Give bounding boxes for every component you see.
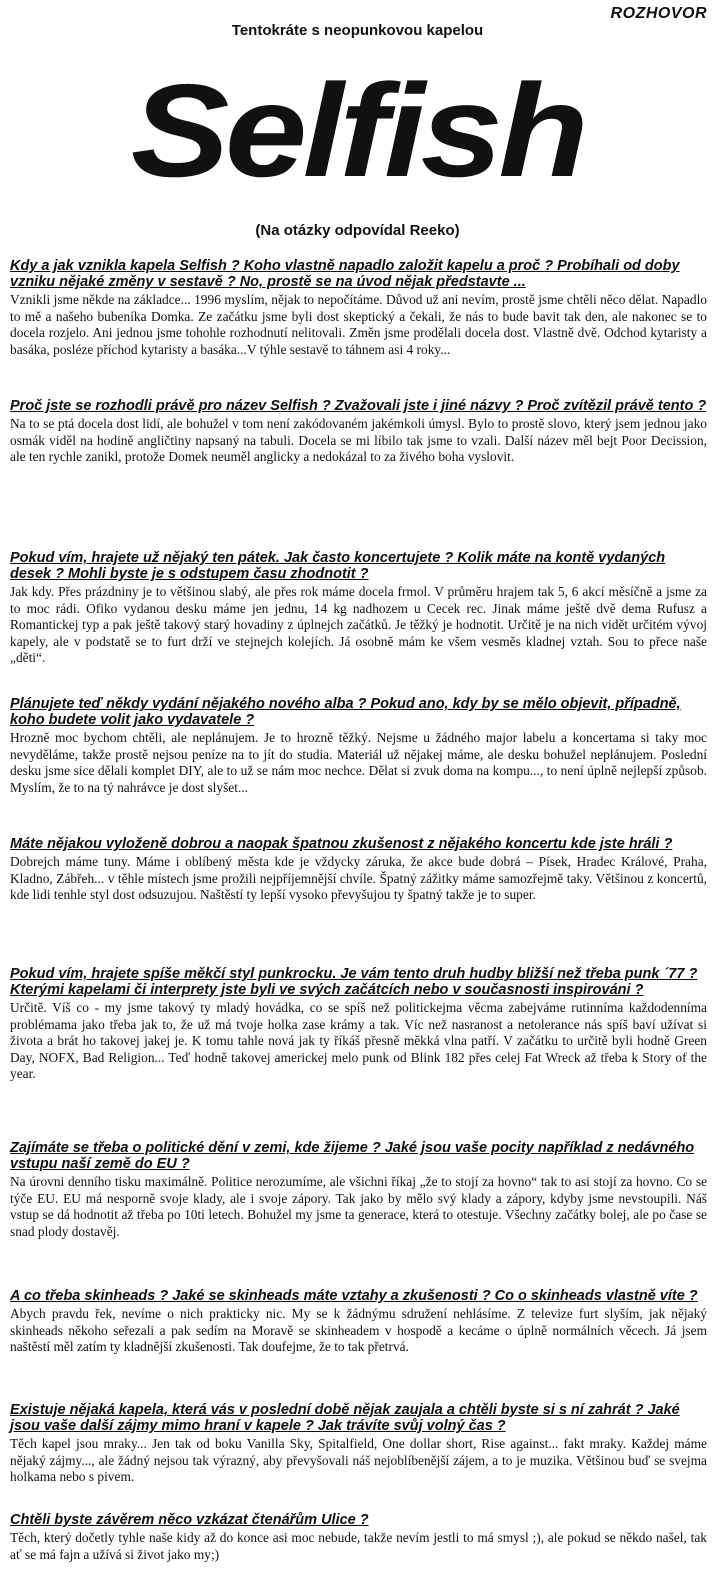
qa-block [10, 1512, 707, 1563]
question: Proč jste se rozhodli právě pro název Selfish ? Zvažovali jste i jiné názvy ? Proč zvítězil právě tento ? [10, 398, 707, 414]
answer: Na to se ptá docela dost lidí, ale bohužel v tom není zakódovaném jakémkoli úmysl. Bylo to prostě slovo, který jsem jednou jako osmák viděl na hodině angličtiny napsaný na tabuli. Docela se mi líbilo tak jsme to vzali. Další název měl bejt Poor Decission, ale ten rychle zanikl, protože Domek neuměl anglicky a nedokázal to za živého boha vyslovit. [10, 416, 707, 465]
qa-block [10, 966, 707, 1083]
answer: Určitě. Víš co - my jsme takový ty mladý hovádka, co se spíš než politickejma věcma zabejváme rutinníma každodenníma problémama jako třeba jak to, že už má tvoje holka zase krámy a tak. Víc než nasranost a netolerance nás spíš baví užívat si života a brát ho takovej jakej je. K tomu tahle nová jak ty říkáš přesně měkká vlna patří. V začátku to určitě byli hodně Green Day, NOFX, Bad Religion... Teď hodně takovej americkej melo punk od Blink 182 přes celej Fat Wreck až třeba k Story of the year. [10, 1000, 707, 1082]
qa-block [10, 398, 707, 466]
answer: Na úrovni denního tisku maximálně. Politice nerozumíme, ale všichni říkaj „že to stojí za hovno“ tak to asi stojí za hovno. Co se týče EU. EU má nesporně svoje klady, ale i svoje zápory. Tak jako by mělo svý klady a zápory, kdyby jsme nevstoupili. Náš vstup se dá hodnotit až třeba po 10ti letech. Bohužel my jsme ta generace, která to otestuje. Všechny začátky bolej, ale po čase se snad plody dostavěj. [10, 1174, 707, 1239]
section-tag: ROZHOVOR [610, 5, 707, 22]
question: Zajímáte se třeba o politické dění v zemi, kde žijeme ? Jaké jsou vaše pocity například z nedávného vstupu naší země do EU ? [10, 1140, 695, 1172]
question: Chtěli byste závěrem něco vzkázat čtenářům Ulice ? [10, 1512, 369, 1528]
qa-block [10, 258, 707, 358]
qa-block [10, 836, 707, 904]
question: Pokud vím, hrajete už nějaký ten pátek. Jak často koncertujete ? Kolik máte na kontě vydaných desek ? Mohli byste je s odstupem času zhodnotit ? [10, 550, 666, 582]
question: Kdy a jak vznikla kapela Selfish ? Koho vlastně napadlo založit kapelu a proč ? Probíhali od doby vzniku nějaké změny v sestavě ? No, prostě se na úvod nějak představte ... [10, 258, 680, 290]
question: Pokud vím, hrajete spíše měkčí styl punkrocku. Je vám tento druh hudby bližší než třeba punk ´77 ? Kterými kapelami či interprety jste byli ve svých začátcích nebo v současnosti inspirováni ? [10, 966, 698, 998]
answer: Těch, který dočetly tyhle naše kidy až do konce asi moc nebude, takže nevím jestli to má smysl ;), ale pokud se někdo našel, tak ať se má fajn a užívá si život jako my;) [10, 1530, 707, 1562]
qa-block [10, 1140, 707, 1240]
question: A co třeba skinheads ? Jaké se skinheads máte vztahy a zkušenosti ? Co o skinheads vlastně víte ? [10, 1288, 698, 1304]
answer: Jak kdy. Přes prázdniny je to většinou slabý, ale přes rok máme docela frmol. V průměru hrajem tak 5, 6 akcí měsíčně a jsme za to moc rádi. Ofiko vydanou desku máme jen jednu, 14 kg nadhozem u Cecek rec. Jinak máme ještě dvě dema Rufusz a Romantickej typ a pak ještě takový starý hovadiny z úplnejch začátků. Je těžký je hodnotit. Určitě je na nich vidět určitém vývoj kapely, ale v podstatě se to furt drží ve stejnejch kolejích. Já osobně mám ke všem vesměs kladnej vztah. Sou to přece naše „děti“. [10, 584, 707, 666]
answer: Těch kapel jsou mraky... Jen tak od boku Vanilla Sky, Spitalfield, One dollar short, Rise against... fakt mraky. Každej máme nějaký zájmy..., ale žádný nejsou tak výrazný, aby převyšovali náš nejoblíbenější zájem, a to je muzika. Většinou buď se svejma holkama nebo s pivem. [10, 1436, 707, 1485]
byline: (Na otázky odpovídal Reeko) [255, 222, 460, 239]
qa-block [10, 696, 707, 796]
answer: Vznikli jsme někde na základce... 1996 myslím, nějak to nepočítáme. Důvod už ani nevím, prostě jsme chtěli něco dělat. Napadlo to mě a našeho bubeníka Domka. Ze začátku jsme byli dost skeptický a čekali, že nás to bude bavit tak den, ale nakonec se to docela rozjelo. Ani jednou jsme tohohle rozhodnutí nelitovali. Změn jsme prodělali docela dost. Vlastně dvě. Odchod kytaristy a basáka, posléze příchod kytaristy a basáka...V týhle sestavě to táhnem asi 4 roky... [10, 292, 707, 357]
qa-block [10, 550, 707, 667]
question: Máte nějakou vyloženě dobrou a naopak špatnou zkušenost z nějakého koncertu kde jste hráli ? [10, 836, 673, 852]
band-name-masthead: Selfish [130, 57, 585, 204]
question: Plánujete teď někdy vydání nějakého nového alba ? Pokud ano, kdy by se mělo objevit, případně, koho budete volit jako vydavatele ? [10, 696, 681, 728]
answer: Abych pravdu řek, nevíme o nich prakticky nic. My se k žádnýmu sdružení nehlásíme. Z televize furt slyším, jak nějaký skinheads někoho seřezali a pak sedím na Moravě se skinheadem v hospodě a kecáme o úplně normálních věcech. Já jsem naštěstí měl zatím ty kladnější zkušenosti. Tak doufejme, že to tak přetrvá. [10, 1306, 707, 1355]
answer: Dobrejch máme tuny. Máme i oblíbený města kde je vždycky záruka, že akce bude dobrá – Písek, Hradec Králové, Praha, Kladno, Zábřeh... v těhle místech jsme prožili nejpříjemnější chvíle. Špatný zážitky máme samozřejmě taky. Většinou z koncertů, kde lidi tenhle styl dost odsuzujou. Naštěstí ty lepší vysoko převyšujou ty špatný takže je to super. [10, 854, 707, 903]
qa-block [10, 1402, 707, 1486]
answer: Hrozně moc bychom chtěli, ale neplánujem. Je to hrozně těžký. Nejsme u žádného major labelu a koncertama si taky moc nevyděláme, takže prostě nejsou peníze na to jít do studia. Materiál už nějakej máme, ale desku bohužel neplánujem. Poslední desku jsme sice dělali komplet DIY, ale to už se nám moc nechce. Dělat si zvuk doma na kompu..., to není úplně nejlepší způsob. Myslím, že to na tý nahrávce je dost slyšet... [10, 730, 707, 795]
qa-block [10, 1288, 707, 1356]
kicker: Tentokráte s neopunkovou kapelou [231, 22, 484, 39]
question: Existuje nějaká kapela, která vás v poslední době nějak zaujala a chtěli byste si s ní zahrát ? Jaké jsou vaše další zájmy mimo hraní v kapele ? Jak trávíte svůj volný čas ? [10, 1402, 680, 1434]
